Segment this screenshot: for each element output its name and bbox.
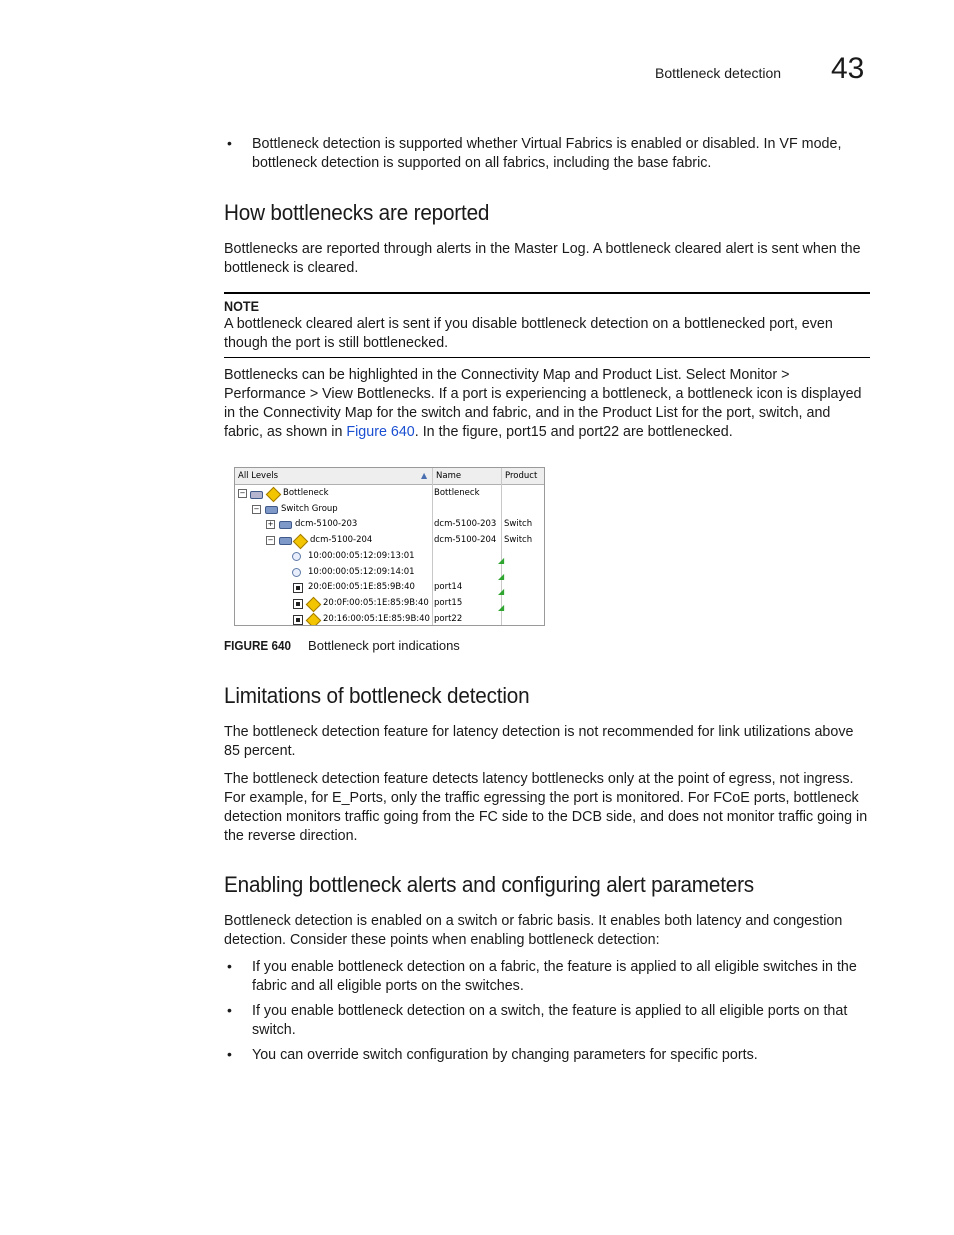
- name-cell: port15: [434, 598, 463, 608]
- tree-label: dcm-5100-203: [295, 519, 358, 529]
- section-heading-reported: How bottlenecks are reported: [224, 200, 490, 225]
- port-icon: [293, 583, 303, 593]
- tree-row-wwn-1[interactable]: [235, 549, 544, 564]
- enabling-bullet-3: You can override switch configuration by changing parameters for specific ports.: [252, 1047, 758, 1063]
- reported-paragraph-2: [224, 366, 870, 442]
- enabling-bullet-1: If you enable bottleneck detection on a fabric, the feature is applied to all eligible switches in the fabric and all eligible ports on the switches.: [252, 959, 857, 994]
- chapter-number: 43: [831, 52, 865, 85]
- column-header-name[interactable]: Name: [436, 471, 462, 481]
- name-cell: dcm-5100-203: [434, 519, 497, 529]
- tree-row-port22[interactable]: [235, 612, 544, 626]
- tree-label: 20:0F:00:05:1E:85:9B:40: [323, 598, 429, 608]
- figure-caption: [224, 638, 460, 653]
- limitations-paragraph-1: The bottleneck detection feature for latency detection is not recommended for link utilizations above 85 percent.: [224, 724, 854, 759]
- status-check-icon: ◢: [498, 572, 505, 581]
- bullet-dot: •: [227, 958, 232, 974]
- column-header-product[interactable]: Product: [505, 471, 538, 481]
- tree-label: Bottleneck: [283, 488, 329, 498]
- menu-path-monitor: Monitor >: [729, 367, 790, 383]
- expand-icon[interactable]: +: [267, 520, 274, 528]
- enabling-paragraph-1: Bottleneck detection is enabled on a switch or fabric basis. It enables both latency and congestion detection. Consider these points when enabling bottleneck detection:: [224, 913, 843, 948]
- limitations-paragraph-2: The bottleneck detection feature detects latency bottlenecks only at the point of egress, not ingress. For example, for E_Ports, only the traffic egressing the port is monitored. For FCoE ports, bottleneck detection monitors traffic going from the FC side to the DCB side, and does not monitor traffic going in the reverse direction.: [224, 771, 868, 844]
- section-heading-enabling: Enabling bottleneck alerts and configuring alert parameters: [224, 872, 754, 897]
- bullet-dot: •: [227, 1046, 232, 1062]
- tree-row-bottleneck[interactable]: [235, 486, 544, 501]
- name-cell: Bottleneck: [434, 488, 480, 498]
- bullet-dot: •: [227, 135, 232, 151]
- para2-text-b: . If a port is experiencing a bottleneck, a bottleneck icon is displayed in the Connectivity Map for the switch and fabric, and in the Product List for the port, switch, and fabric, as shown in: [224, 386, 862, 440]
- tree-row-switch-group[interactable]: [235, 502, 544, 517]
- running-header-title: Bottleneck detection: [655, 65, 782, 81]
- switch-group-icon: [265, 506, 278, 514]
- bottleneck-alert-icon: [306, 613, 322, 626]
- node-wwn-icon: [292, 568, 301, 577]
- tree-label: dcm-5100-204: [310, 535, 373, 545]
- sort-up-icon: ▲: [421, 471, 428, 480]
- name-cell: port22: [434, 614, 463, 624]
- tree-header: [235, 468, 544, 485]
- tree-row-port14[interactable]: [235, 580, 544, 595]
- name-cell: port14: [434, 582, 463, 592]
- tree-label: Switch Group: [281, 504, 338, 514]
- bottleneck-alert-icon: [293, 534, 309, 550]
- figure-caption-text: Bottleneck port indications: [308, 638, 460, 653]
- note-box: [224, 292, 870, 358]
- note-text: A bottleneck cleared alert is sent if you disable bottleneck detection on a bottlenecked port, even though the port is still bottlenecked.: [224, 316, 833, 351]
- para2-text-a: Bottlenecks can be highlighted in the Connectivity Map and Product List. Select: [224, 367, 730, 383]
- fabric-icon: [250, 491, 263, 499]
- tree-label: 10:00:00:05:12:09:14:01: [308, 567, 415, 577]
- status-check-icon: ◢: [498, 603, 505, 612]
- switch-icon: [279, 537, 292, 545]
- intro-bullet-text: Bottleneck detection is supported whether Virtual Fabrics is enabled or disabled. In VF mode, bottleneck detection is supported on all fabrics, including the base fabric.: [252, 136, 842, 171]
- node-wwn-icon: [292, 552, 301, 561]
- tree-row-switch-204[interactable]: [235, 533, 544, 548]
- status-check-icon: ◢: [498, 556, 505, 565]
- figure-caption-label: FIGURE 640: [224, 638, 291, 653]
- collapse-icon[interactable]: −: [267, 536, 274, 544]
- name-cell: dcm-5100-204: [434, 535, 497, 545]
- tree-row-switch-203[interactable]: [235, 517, 544, 532]
- product-cell: Switch: [504, 535, 533, 545]
- figure-bottleneck-tree: [234, 467, 545, 626]
- figure-640-link[interactable]: Figure 640: [346, 424, 415, 440]
- section-heading-limitations: Limitations of bottleneck detection: [224, 683, 530, 708]
- tree-label: 20:16:00:05:1E:85:9B:40: [323, 614, 430, 624]
- tree-label: 10:00:00:05:12:09:13:01: [308, 551, 415, 561]
- tree-label: 20:0E:00:05:1E:85:9B:40: [308, 582, 415, 592]
- enabling-bullet-2: If you enable bottleneck detection on a switch, the feature is applied to all eligible ports on that switch.: [252, 1003, 848, 1038]
- port-icon: [293, 615, 303, 625]
- tree-row-port15[interactable]: [235, 596, 544, 611]
- collapse-icon[interactable]: −: [239, 489, 246, 497]
- menu-path-view-bottlenecks: Performance > View Bottlenecks: [224, 386, 431, 402]
- product-cell: Switch: [504, 519, 533, 529]
- switch-icon: [279, 521, 292, 529]
- bottleneck-alert-icon: [266, 487, 282, 503]
- bullet-dot: •: [227, 1002, 232, 1018]
- bottleneck-alert-icon: [306, 597, 322, 613]
- note-label: NOTE: [224, 298, 260, 314]
- collapse-icon[interactable]: −: [253, 505, 260, 513]
- port-icon: [293, 599, 303, 609]
- status-check-icon: ◢: [498, 587, 505, 596]
- tree-row-wwn-2[interactable]: [235, 565, 544, 580]
- para2-text-c: . In the figure, port15 and port22 are bottlenecked.: [414, 424, 733, 440]
- reported-paragraph-1: Bottlenecks are reported through alerts in the Master Log. A bottleneck cleared alert is sent when the bottleneck is cleared.: [224, 241, 861, 276]
- column-header-all-levels[interactable]: All Levels: [238, 471, 279, 481]
